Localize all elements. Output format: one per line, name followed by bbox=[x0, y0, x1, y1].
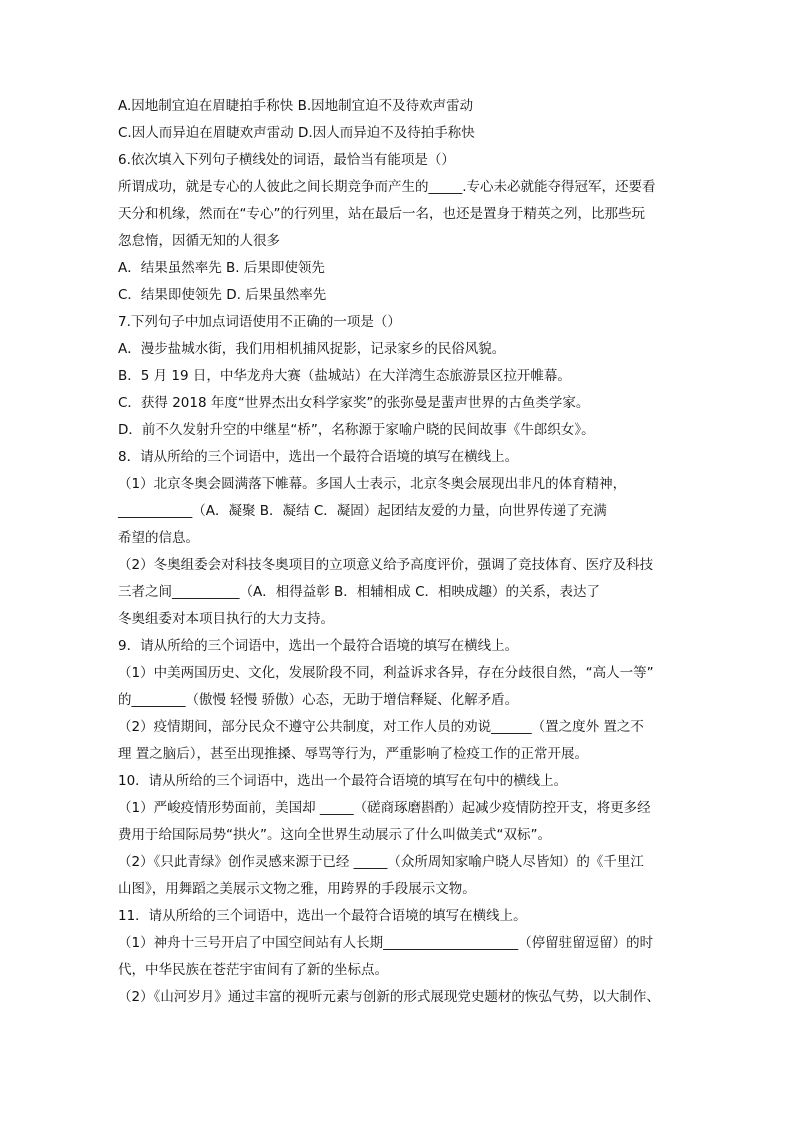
option-line: B．5 月 19 日，中华龙舟大赛（盐城站）在大洋湾生态旅游景区拉开帷幕。 bbox=[118, 368, 571, 384]
passage-line: 理 置之脑后），甚至出现推搡、辱骂等行为，严重影响了检疫工作的正常开展。 bbox=[118, 746, 589, 762]
option-line: A.因地制宜迫在眉睫拍手称快 B.因地制宜迫不及待欢声雷动 bbox=[118, 98, 474, 114]
option-line: C.因人而异迫在眉睫欢声雷动 D.因人而异迫不及待拍手称快 bbox=[118, 125, 475, 141]
passage-line: （2）《山河岁月》通过丰富的视听元素与创新的形式展现党史题材的恢弘气势，以大制作、 bbox=[118, 989, 660, 1005]
question-6-stem: 6.依次填入下列句子横线处的词语，最恰当有能项是（） bbox=[118, 152, 455, 168]
passage-line: 费用于给国际局势“拱火”。这向全世界生动展示了什么叫做美式“双标”。 bbox=[118, 827, 551, 843]
passage-line: （1）中美两国历史、文化，发展阶段不同，利益诉求各异，存在分歧很自然，“高人一等” bbox=[118, 665, 654, 681]
option-line: D．前不久发射升空的中继星“桥”，名称源于家喻户晓的民间故事《牛郎织女》。 bbox=[118, 422, 595, 438]
option-line: C．结果即使领先 D. 后果虽然率先 bbox=[118, 287, 327, 303]
passage-line: 所谓成功，就是专心的人彼此之间长期竞争而产生的_____.专心未必就能夺得冠军，还要看 bbox=[118, 179, 656, 195]
passage-line: ___________（A．凝聚 B．凝结 C．凝固）起团结友爱的力量，向世界传递了充满 bbox=[118, 503, 607, 519]
passage-line: （1）北京冬奥会圆满落下帷幕。多国人士表示，北京冬奥会展现出非凡的体育精神， bbox=[118, 476, 627, 492]
passage-line: 冬奥组委对本项目执行的大力支持。 bbox=[118, 611, 334, 627]
option-line: A．漫步盐城水街，我们用相机捕风捉影，记录家乡的民俗风貌。 bbox=[118, 341, 506, 357]
question-7-stem: 7.下列句子中加点词语使用不正确的一项是（） bbox=[118, 314, 401, 330]
option-line: A．结果虽然率先 B. 后果即使领先 bbox=[118, 260, 325, 276]
passage-line: 代，中华民族在苍茫宇宙间有了新的坐标点。 bbox=[118, 962, 388, 978]
passage-line: 希望的信息。 bbox=[118, 530, 199, 546]
document-body bbox=[118, 93, 680, 1011]
passage-line: （2）《只此青绿》创作灵感来源于已经 _____（众所周知家喻户晓人尽皆知）的《千里江 bbox=[118, 854, 644, 870]
option-line: C．获得 2018 年度“世界杰出女科学家奖”的张弥曼是蜚声世界的古鱼类学家。 bbox=[118, 395, 590, 411]
passage-line: 山图》，用舞蹈之美展示文物之雅，用跨界的手段展示文物。 bbox=[118, 881, 476, 897]
question-9-stem: 9．请从所给的三个词语中，选出一个最符合语境的填写在横线上。 bbox=[118, 638, 519, 654]
passage-line: （1）严峻疫情形势面前，美国却 _____（磋商琢磨斟酌）起减少疫情防控开支，将更多经 bbox=[118, 800, 651, 816]
passage-line: （2）疫情期间，部分民众不遵守公共制度，对工作人员的劝说______（置之度外 置之不 bbox=[118, 719, 644, 735]
question-10-stem: 10．请从所给的三个词语中，选出一个最符合语境的填写在句中的横线上。 bbox=[118, 773, 568, 789]
question-11-stem: 11．请从所给的三个词语中，选出一个最符合语境的填写在横线上。 bbox=[118, 908, 527, 924]
passage-line: 的________（傲慢 轻慢 骄傲）心态，无助于增信释疑、化解矛盾。 bbox=[118, 692, 519, 708]
passage-line: （2）冬奥组委会对科技冬奥项目的立项意义给予高度评价，强调了竞技体育、医疗及科技 bbox=[118, 557, 654, 573]
passage-line: 天分和机缘，然而在“专心”的行列里，站在最后一名，也还是置身于精英之列，比那些玩 bbox=[118, 206, 645, 222]
question-8-stem: 8．请从所给的三个词语中，选出一个最符合语境的填写在横线上。 bbox=[118, 449, 519, 465]
passage-line: 忽怠惰，因循无知的人很多 bbox=[118, 233, 280, 249]
passage-line: 三者之间__________（A．相得益彰 B．相辅相成 C．相映成趣）的关系，表达了 bbox=[118, 584, 601, 600]
passage-line: （1）神舟十三号开启了中国空间站有人长期____________________（停留驻留逗留）的时 bbox=[118, 935, 654, 951]
